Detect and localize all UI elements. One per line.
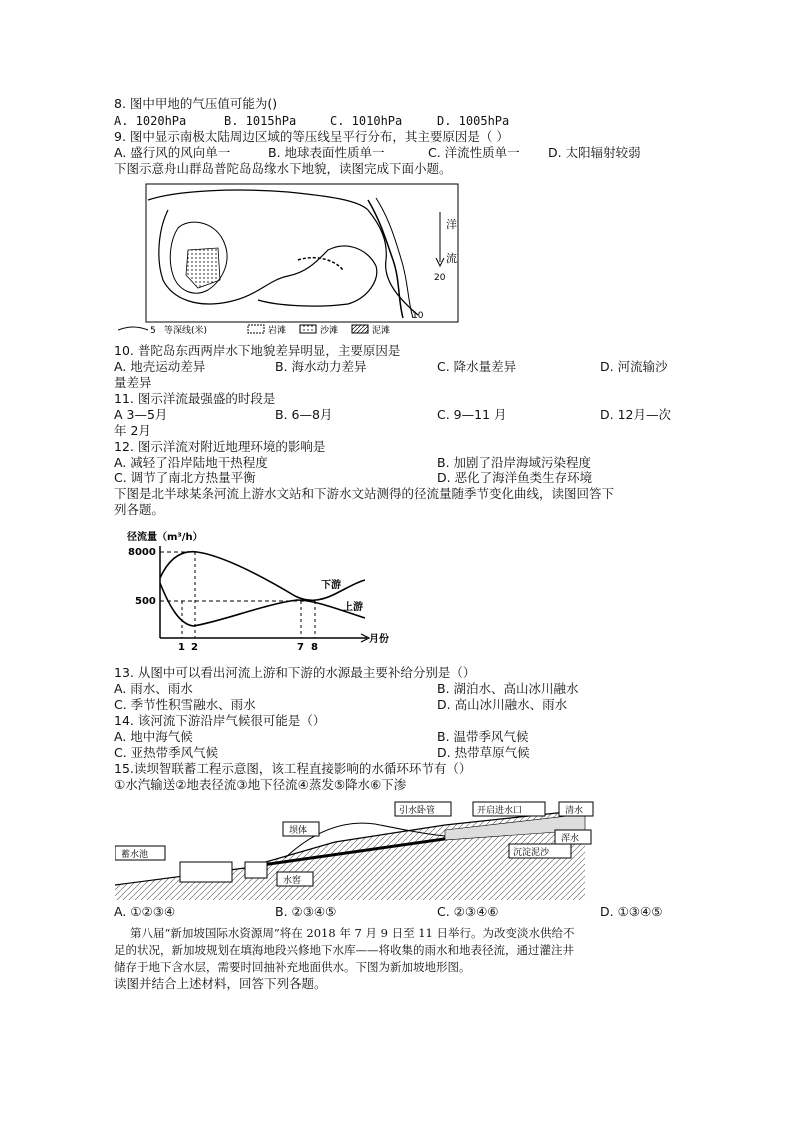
q14-option-a: A. 地中海气候 — [114, 729, 193, 744]
chart-xtick-1: 1 — [178, 642, 185, 653]
q8-stem: 8. 图中甲地的气压值可能为() — [114, 96, 278, 111]
chart-xtick-2: 2 — [191, 642, 198, 653]
q8-option-b: B. 1015hPa — [224, 114, 297, 128]
q10-stem: 10. 普陀岛东西两岸水下地貌差异明显，主要原因是 — [114, 343, 401, 358]
map1-contour-20: 20 — [434, 273, 446, 283]
q12-option-a: A. 减轻了沿岸陆地干热程度 — [114, 455, 268, 470]
dam-label-muddy-water: 浑水 — [561, 834, 580, 844]
dam-label-clear-water: 清水 — [565, 806, 584, 816]
map1-label-current: 流 — [446, 252, 457, 265]
chart-xtick-8: 8 — [311, 642, 318, 653]
chart-label-downstream: 下游 — [321, 580, 341, 591]
q13-stem: 13. 从图中可以看出河流上游和下游的水源最主要补给分别是（） — [114, 665, 476, 680]
passage-line-3: 储存于地下含水层，需要时回抽补充地面供水。下图为新加坡地形图。 — [114, 960, 471, 974]
chart-intro-2: 列各题。 — [114, 502, 165, 517]
q9-option-d: D. 太阳辐射较弱 — [548, 145, 641, 160]
map1-intro: 下图示意舟山群岛普陀岛岛缘水下地貌，读图完成下面小题。 — [114, 161, 452, 176]
q11-option-b: B. 6—8月 — [275, 407, 333, 422]
dam-label-dam-body: 坝体 — [289, 826, 308, 836]
q15-stem: 15.读坝智联蓄工程示意图，该工程直接影响的水循环环节有（） — [114, 761, 472, 776]
q11-option-d: D. 12月—次 — [600, 407, 671, 422]
dam-label-cellar: 水窖 — [283, 876, 302, 886]
q9-option-b: B. 地球表面性质单一 — [268, 145, 385, 160]
q9-option-c: C. 洋流性质单一 — [428, 145, 520, 160]
dam-diagram — [115, 800, 595, 900]
q13-option-a: A. 雨水、雨水 — [114, 681, 193, 696]
q14-option-b: B. 温带季风气候 — [437, 729, 529, 744]
q10-option-c: C. 降水量差异 — [437, 359, 517, 374]
q12-option-c: C. 调节了南北方热量平衡 — [114, 470, 256, 485]
map1-legend-sand: 沙滩 — [320, 326, 339, 335]
chart-intro: 下图是北半球某条河流上游水文站和下游水文站测得的径流量随季节变化曲线，读图回答下 — [114, 486, 615, 501]
q11-option-c: C. 9—11 月 — [437, 407, 507, 422]
final-instruction: 读图并结合上述材料，回答下列各题。 — [114, 976, 327, 991]
q15-option-c: C. ②③④⑥ — [437, 904, 499, 919]
putuo-island-map — [118, 180, 478, 335]
chart-label-upstream: 上游 — [343, 602, 363, 613]
dam-label-pool: 蓄水池 — [121, 850, 149, 860]
runoff-chart — [125, 528, 405, 653]
q12-stem: 12. 图示洋流对附近地理环境的影响是 — [114, 439, 326, 454]
water-cellar — [245, 862, 267, 878]
q11-stem: 11. 图示洋流最强盛的时段是 — [114, 391, 276, 406]
q12-option-d: D. 恶化了海洋鱼类生存环境 — [437, 470, 593, 485]
passage-line-2: 足的状况，新加坡规划在填海地段兴修地下水库——将收集的雨水和地表径流，通过灌注井 — [114, 943, 574, 957]
map1-contour-10: 10 — [412, 311, 424, 321]
reservoir-tank — [180, 862, 232, 882]
chart-ylabel: 径流量（m³/h） — [127, 532, 203, 543]
map1-legend-sand-swatch — [300, 325, 316, 333]
q9-option-a: A. 盛行风的风向单一 — [114, 145, 231, 160]
map1-label-ocean: 洋 — [446, 218, 457, 231]
dam-label-intake-pipe: 引水卧管 — [399, 806, 436, 816]
q8-option-c: C. 1010hPa — [330, 114, 403, 128]
q14-option-d: D. 热带草原气候 — [437, 745, 530, 760]
map1-legend-mud-swatch — [352, 325, 368, 333]
q8-option-a: A. 1020hPa — [114, 114, 187, 128]
chart-ytick-8000: 8000 — [128, 547, 156, 558]
q9-stem: 9. 图中显示南极太陆周边区域的等压线呈平行分布，其主要原因是（ ） — [114, 129, 509, 144]
q10-option-d: D. 河流输沙 — [600, 359, 668, 374]
q13-option-b: B. 湖泊水、高山冰川融水 — [437, 681, 579, 696]
q8-option-d: D. 1005hPa — [437, 114, 510, 128]
dam-label-inlet: 开启进水口 — [477, 806, 523, 816]
q15-option-d: D. ①③④⑤ — [600, 904, 663, 919]
q10-continuation: 量差异 — [114, 375, 152, 390]
q14-option-c: C. 亚热带季风气候 — [114, 745, 219, 760]
map1-legend-contour-num: 5 — [150, 326, 156, 335]
q14-stem: 14. 该河流下游沿岸气候很可能是（） — [114, 713, 326, 728]
map1-legend-mud: 泥滩 — [372, 326, 391, 335]
q15-option-a: A. ①②③④ — [114, 904, 176, 919]
q12-option-b: B. 加剧了沿岸海域污染程度 — [437, 455, 592, 470]
chart-xtick-7: 7 — [297, 642, 304, 653]
q11-option-a: A 3—5月 — [114, 407, 168, 422]
q15-option-b: B. ②③④⑤ — [275, 904, 337, 919]
map1-legend-rock-swatch — [248, 325, 264, 333]
q13-option-c: C. 季节性积雪融水、雨水 — [114, 697, 256, 712]
q15-items: ①水汽输送②地表径流③地下径流④蒸发⑤降水⑥下渗 — [114, 777, 407, 792]
map1-legend-contour: 等深线(米) — [164, 326, 208, 335]
q10-option-b: B. 海水动力差异 — [275, 359, 367, 374]
q10-option-a: A. 地壳运动差异 — [114, 359, 206, 374]
passage-line-1: 第八届“新加坡国际水资源周”将在 2018 年 7 月 9 日至 11 日举行。为改变淡水供给不 — [130, 926, 575, 940]
q11-continuation: 年 2月 — [114, 423, 151, 438]
map1-legend-rock: 岩滩 — [268, 326, 287, 335]
q13-option-d: D. 高山冰川融水、雨水 — [437, 697, 568, 712]
chart-xlabel: 月份 — [369, 634, 389, 645]
chart-ytick-500: 500 — [135, 596, 156, 607]
chart-series-downstream — [160, 552, 365, 601]
dam-label-sediment: 沉淀泥沙 — [513, 848, 550, 858]
